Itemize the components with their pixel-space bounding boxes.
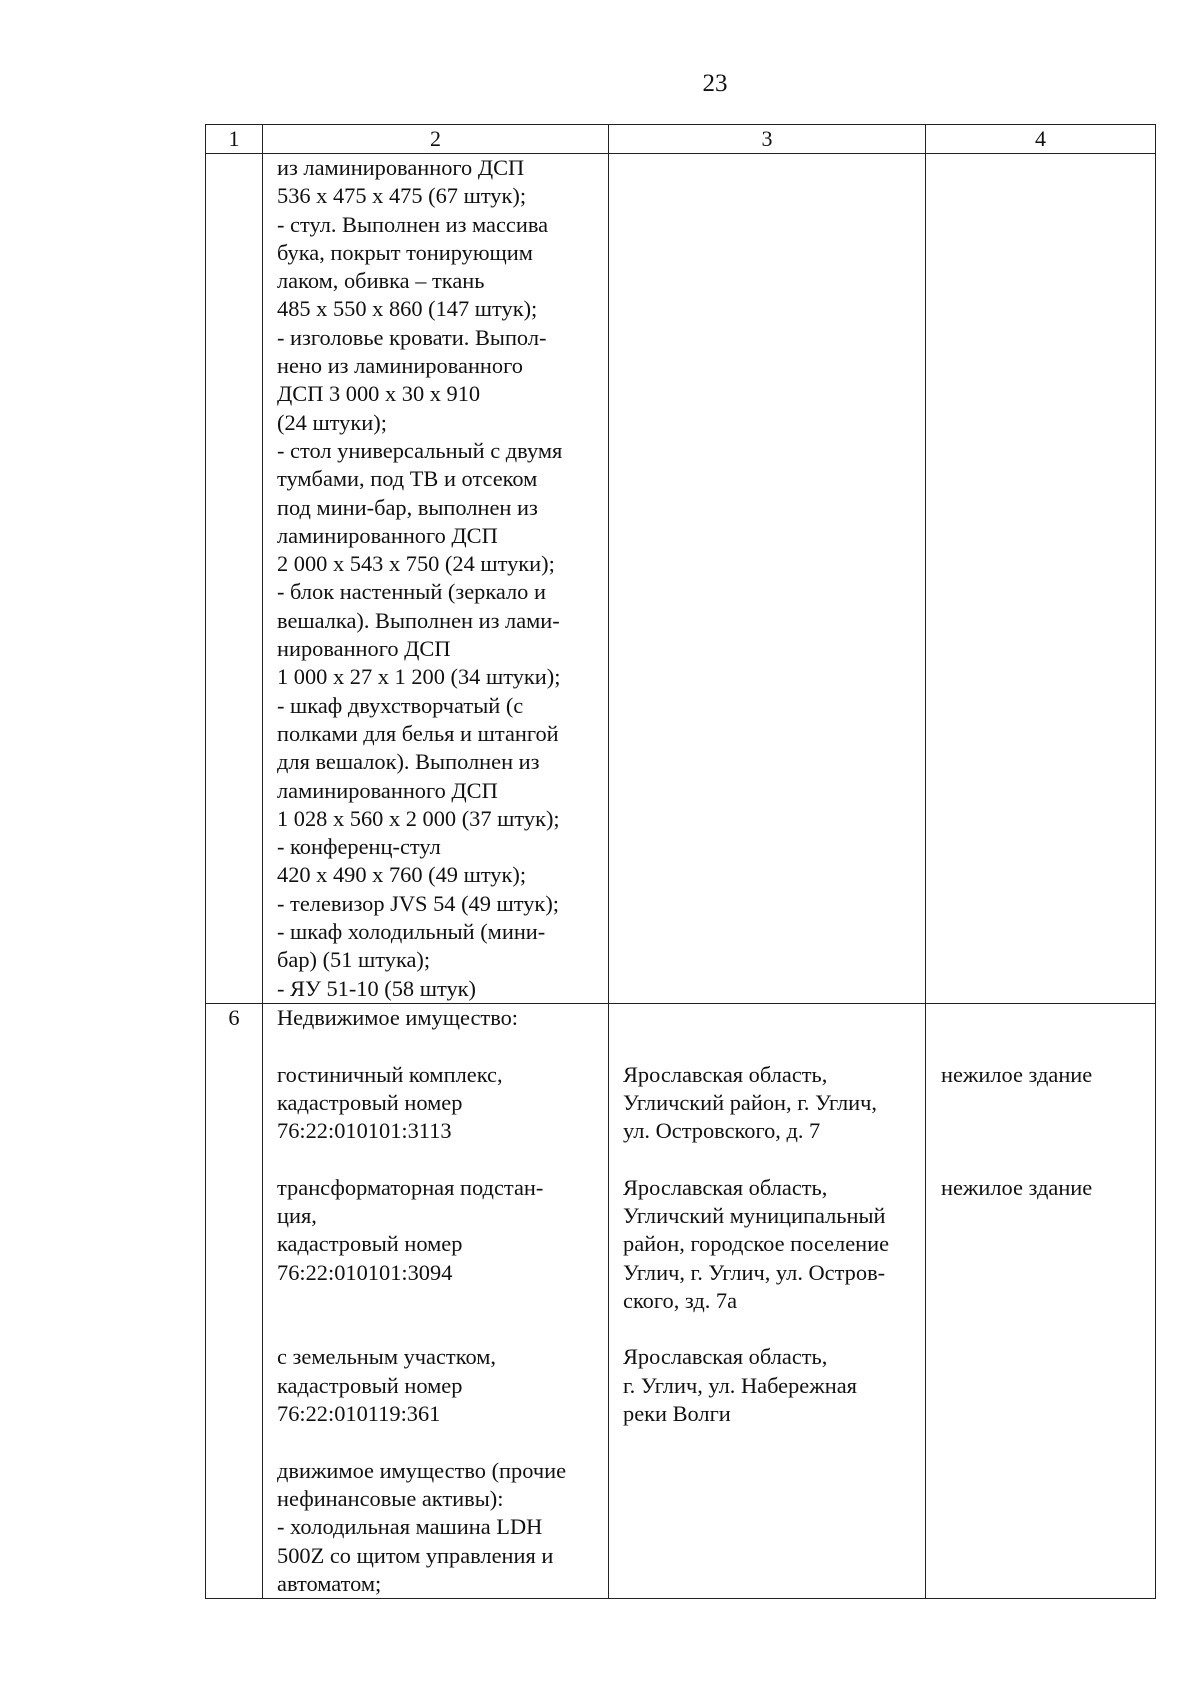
address-cell <box>609 154 926 1004</box>
row-number-cell: 6 <box>206 1003 263 1598</box>
property-type-cell <box>926 154 1156 1004</box>
property-table <box>205 124 1156 1599</box>
row-number-cell <box>206 154 263 1004</box>
property-description-cell: Недвижимое имущество: гостиничный комплекс, кадастровый номер 76:22:010101:3113 трансформаторная подстан- ция, кадастровый номер 76:22:010101:3094 с земельным участком, кадастровый номер 76:22:010119:361 движимое имущество (прочие нефинансовые активы): - холодильная машина LDH 500Z со щитом управления и автоматом; <box>263 1003 609 1598</box>
table-row <box>206 154 1156 1004</box>
column-header-3: 3 <box>609 125 926 154</box>
table-header-row <box>206 125 1156 154</box>
table-row <box>206 1003 1156 1598</box>
column-header-1: 1 <box>206 125 263 154</box>
column-header-4: 4 <box>926 125 1156 154</box>
column-header-2: 2 <box>263 125 609 154</box>
page-number: 23 <box>702 70 728 97</box>
address-cell: Ярославская область, Угличский район, г. Углич, ул. Островского, д. 7 Ярославская область, Угличский муниципальный район, городское поселение Углич, г. Углич, ул. Остров- ского, зд. 7а Ярославская область, г. Углич, ул. Набережная реки Волги <box>609 1003 926 1598</box>
property-type-cell: нежилое здание нежилое здание <box>926 1003 1156 1598</box>
property-description-cell: из ламинированного ДСП 536 x 475 x 475 (67 штук); - стул. Выполнен из массива бука, покрыт тонирующим лаком, обивка – ткань 485 x 550 x 860 (147 штук); - изголовье кровати. Выпол- нено из ламинированного ДСП 3 000 x 30 x 910 (24 штуки); - стол универсальный с двумя тумбами, под ТВ и отсеком под мини-бар, выполнен из ламинированного ДСП 2 000 x 543 x 750 (24 штуки); - блок настенный (зеркало и вешалка). Выполнен из лами- нированного ДСП 1 000 x 27 x 1 200 (34 штуки); - шкаф двухстворчатый (с полками для белья и штангой для вешалок). Выполнен из ламинированного ДСП 1 028 x 560 x 2 000 (37 штук); - конференц-стул 420 x 490 x 760 (49 штук); - телевизор JVS 54 (49 штук); - шкаф холодильный (мини- бар) (51 штука); - ЯУ 51-10 (58 штук) <box>263 154 609 1004</box>
